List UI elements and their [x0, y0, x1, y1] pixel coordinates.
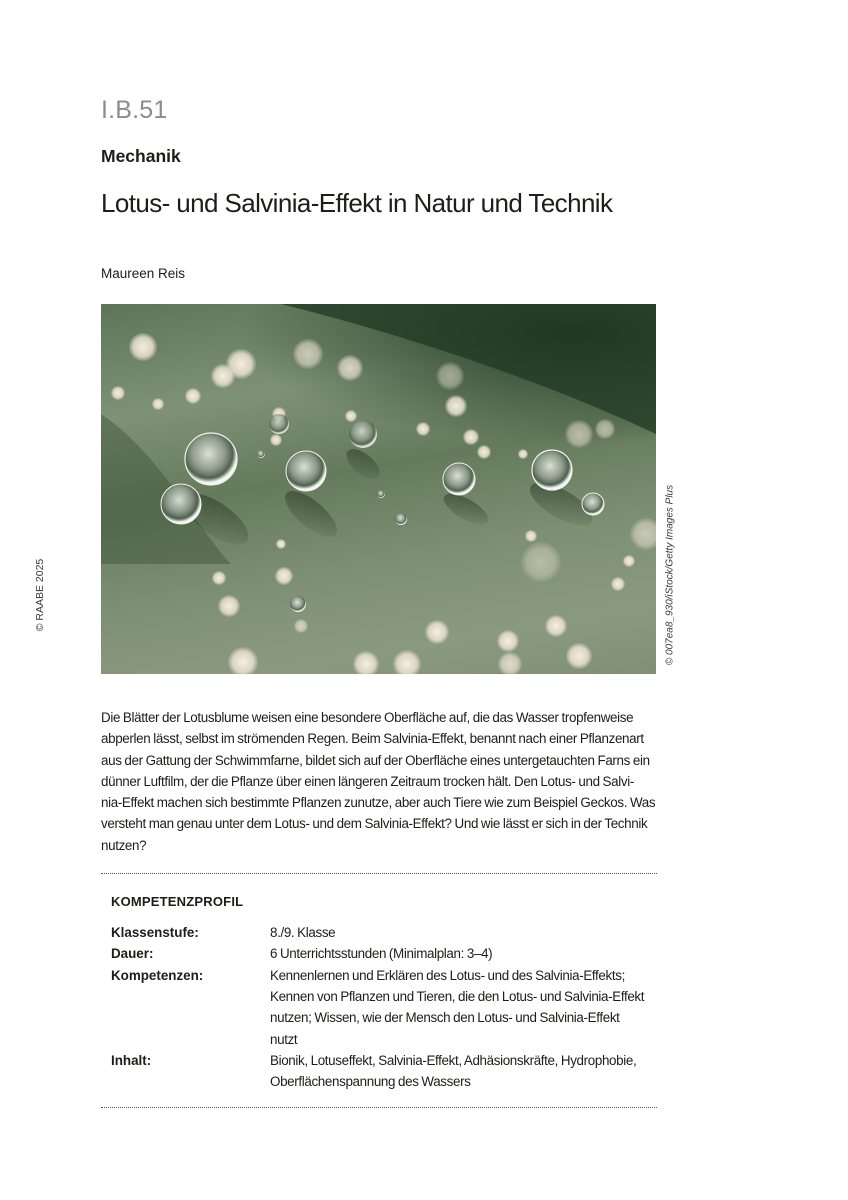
profile-value-line: Kennen von Pflanzen und Tieren, die den Lotus- und Salvinia-Effekt — [270, 988, 645, 1004]
copyright-notice: © RAABE 2025 — [34, 558, 46, 632]
dotted-divider-top — [101, 873, 657, 874]
intro-line: abperlen lässt, selbst im strömenden Regen. Beim Salvinia-Effekt, benannt nach einer Pflanzenart — [101, 731, 644, 747]
photo-credit: © 007ea8_930/iStock/Getty Images Plus — [664, 484, 676, 666]
profile-value-line: nutzen; Wissen, wie der Mensch den Lotus- und Salvinia-Effekt — [270, 1010, 620, 1026]
profile-row-klassenstufe — [111, 922, 657, 943]
cover-photo — [101, 304, 656, 674]
profile-label: Dauer: — [111, 946, 154, 962]
profile-value — [270, 943, 657, 964]
profile-value-line: 8./9. Klasse — [270, 925, 336, 941]
profile-label: Inhalt: — [111, 1052, 152, 1068]
intro-line: versteht man genau unter dem Lotus- und dem Salvinia-Effekt? Und wie lässt er sich in der Technik — [101, 816, 648, 832]
drop-shadow — [278, 483, 344, 544]
profile-value-line: Oberflächenspannung des Wassers — [270, 1074, 471, 1090]
profile-value — [270, 1050, 657, 1093]
intro-line: nia-Effekt machen sich bestimmte Pflanzen zunutze, aber auch Tiere wie zum Beispiel Geckos. Was — [101, 795, 656, 811]
intro-line: Die Blätter der Lotusblume weisen eine besondere Oberfläche auf, die das Wasser tropfenweise — [101, 710, 634, 725]
intro-paragraph — [101, 707, 657, 856]
competence-profile-table — [111, 922, 657, 1092]
author-name: Maureen Reis — [101, 266, 186, 281]
profile-heading: KOMPETENZPROFIL — [111, 894, 244, 910]
photo-credit-container — [660, 470, 680, 680]
intro-line: aus der Gattung der Schwimmfarne, bildet sich auf der Oberfläche eines untergetauchten Farns ein — [101, 752, 650, 768]
profile-value — [270, 922, 657, 943]
drop-shadow — [439, 488, 492, 530]
document-title: Lotus- und Salvinia-Effekt in Natur und Technik — [101, 188, 613, 218]
intro-line: dünner Luftfilm, der die Pflanze über einen längeren Zeitraum trocken hält. Den Lotus- und Salvi- — [101, 773, 634, 789]
profile-row-dauer — [111, 943, 657, 964]
drop-shadow — [341, 443, 384, 484]
profile-value-line: 6 Unterrichtsstunden (Minimalplan: 3–4) — [270, 946, 493, 962]
profile-label: Kompetenzen: — [111, 967, 204, 983]
dotted-divider-bottom — [101, 1107, 657, 1108]
profile-value-line: Kennenlernen und Erklären des Lotus- und des Salvinia-Effekts; — [270, 967, 625, 983]
subject-heading: Mechanik — [101, 146, 181, 166]
profile-value-line: nutzt — [270, 1031, 298, 1047]
intro-line: nutzen? — [101, 837, 147, 853]
water-droplets-illustration — [101, 304, 656, 674]
profile-row-inhalt — [111, 1050, 657, 1093]
profile-row-kompetenzen — [111, 965, 657, 1050]
copyright-notice-container — [30, 540, 50, 650]
unit-code: I.B.51 — [101, 96, 168, 124]
profile-label: Klassenstufe: — [111, 925, 199, 941]
profile-value — [270, 965, 657, 1050]
lower-section — [101, 707, 657, 1108]
profile-value-line: Bionik, Lotuseffekt, Salvinia-Effekt, Adhäsionskräfte, Hydrophobie, — [270, 1052, 637, 1068]
